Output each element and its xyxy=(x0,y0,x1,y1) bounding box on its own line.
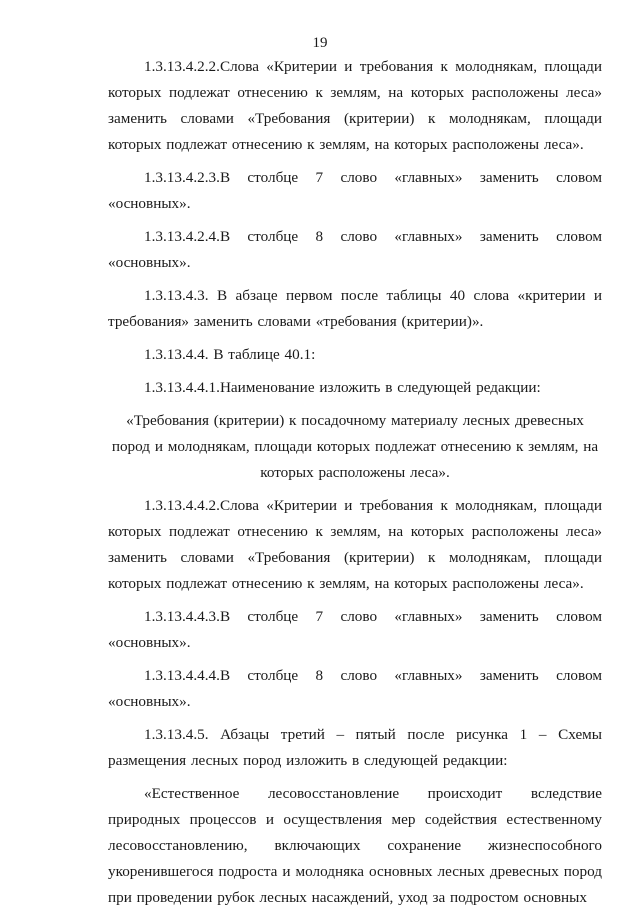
paragraph-1-3-13-4-4-3: 1.3.13.4.4.3.В столбце 7 слово «главных» заменить словом «основных». xyxy=(108,608,602,651)
paragraph-1-3-13-4-2-2: 1.3.13.4.2.2.Слова «Критерии и требования к молоднякам, площади которых подлежат отнесению к землям, на которых расположены леса» заменить словами «Требования (критерии) к молоднякам, площади которых подлежат отнесению к землям, на которых расположены леса». xyxy=(108,58,602,153)
page-number: 19 xyxy=(312,35,328,51)
paragraph-1-3-13-4-4-2: 1.3.13.4.4.2.Слова «Критерии и требования к молоднякам, площади которых подлежат отнесению к землям, на которых расположены леса» заменить словами «Требования (критерии) к молоднякам, площади которых подлежат отнесению к землям, на которых расположены леса». xyxy=(108,497,602,592)
paragraph-1-3-13-4-4: 1.3.13.4.4. В таблице 40.1: xyxy=(144,346,316,363)
document-body xyxy=(108,54,602,911)
paragraph-1-3-13-4-3: 1.3.13.4.3. В абзаце первом после таблицы 40 слова «критерии и требования» заменить словами «требования (критерии)». xyxy=(108,287,602,330)
paragraph-1-3-13-4-5: 1.3.13.4.5. Абзацы третий – пятый после рисунка 1 – Схемы размещения лесных пород изложить в следующей редакции: xyxy=(108,726,602,769)
paragraph-1-3-13-4-2-4: 1.3.13.4.2.4.В столбце 8 слово «главных» заменить словом «основных». xyxy=(108,228,602,271)
paragraph-1-3-13-4-4-1: 1.3.13.4.4.1.Наименование изложить в следующей редакции: xyxy=(144,379,541,396)
paragraph-1-3-13-4-4-4: 1.3.13.4.4.4.В столбце 8 слово «главных» заменить словом «основных». xyxy=(108,667,602,710)
quoted-replacement-text: «Естественное лесовосстановление происходит вследствие природных процессов и осуществления мер содействия естественному лесовосстановлению, включающих сохранение жизнеспособного укоренившегося подроста и молодняка основных лесных древесных пород при проведении рубок лесных насаждений, уход за подростом основных xyxy=(108,785,602,906)
quoted-table-title: «Требования (критерии) к посадочному материалу лесных древесных пород и молоднякам, площади которых подлежат отнесению к землям, на которых расположены леса». xyxy=(111,412,599,481)
paragraph-1-3-13-4-2-3: 1.3.13.4.2.3.В столбце 7 слово «главных» заменить словом «основных». xyxy=(108,169,602,212)
